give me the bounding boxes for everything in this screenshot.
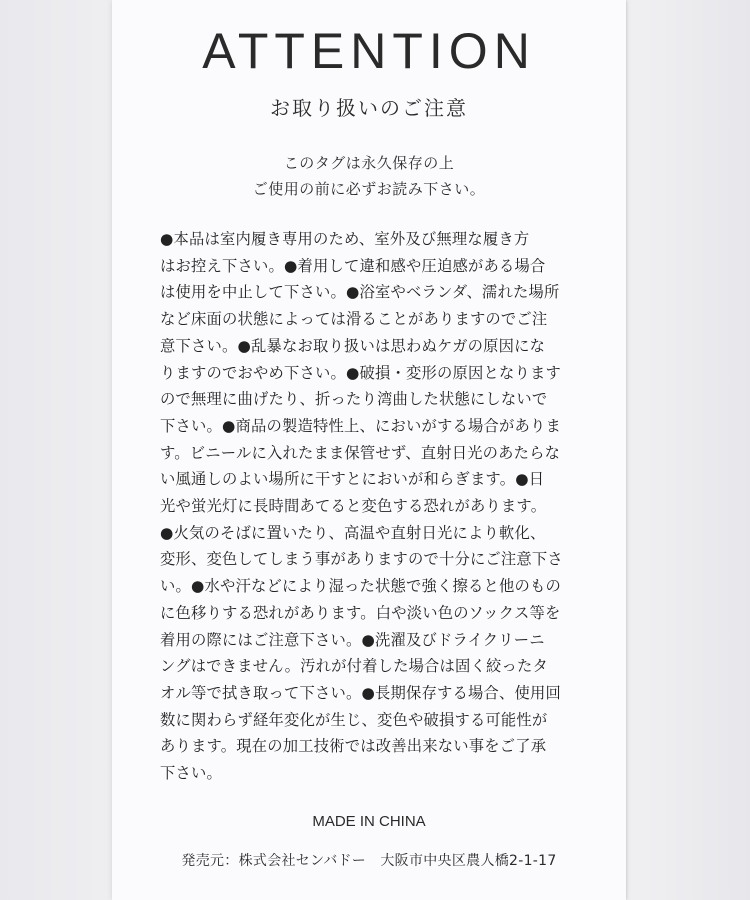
instruction-line: ングはできません。汚れが付着した場合は固く絞ったタ bbox=[160, 657, 549, 676]
instruction-line: ●火気のそばに置いたり、高温や直射日光により軟化、 bbox=[160, 523, 546, 542]
attention-tag bbox=[112, 0, 626, 900]
instruction-line: 光や蛍光灯に長時間あてると変色する恐れがあります。 bbox=[160, 497, 547, 516]
instruction-line: 下さい。●商品の製造特性上、においがする場合がありま bbox=[160, 416, 561, 435]
instruction-line: ので無理に曲げたり、折ったり湾曲した状態にしないで bbox=[160, 390, 548, 409]
instruction-line: す。ビニールに入れたまま保管せず、直射日光のあたらな bbox=[160, 443, 561, 462]
tag-subtitle: お取り扱いのご注意 bbox=[270, 96, 468, 120]
instruction-line: に色移りする恐れがあります。白や淡い色のソックス等を bbox=[160, 603, 561, 622]
intro-line: このタグは永久保存の上 bbox=[283, 154, 455, 172]
instruction-line: など床面の状態によっては滑ることがありますのでご注 bbox=[160, 310, 548, 329]
instruction-line: あります。現在の加工技術では改善出来ない事をご了承 bbox=[160, 737, 547, 756]
instruction-line: ●本品は室内履き専用のため、室外及び無理な履き方 bbox=[160, 230, 530, 248]
country-of-origin: MADE IN CHINA bbox=[312, 813, 426, 830]
instruction-line: 意下さい。●乱暴なお取り扱いは思わぬケガの原因にな bbox=[160, 336, 546, 355]
instruction-line: 着用の際にはご注意下さい。●洗濯及びドライクリーニ bbox=[160, 630, 545, 649]
intro-text bbox=[112, 150, 626, 202]
instruction-line: はお控え下さい。●着用して違和感や圧迫感がある場合 bbox=[160, 256, 546, 275]
seller-info: 発売元：株式会社センバドー 大阪市中央区農人橋2-1-17 bbox=[181, 853, 557, 869]
instruction-line: 変形、変色してしまう事がありますので十分にご注意下さ bbox=[160, 550, 563, 569]
instruction-line: 数に関わらず経年変化が生じ、変色や破損する可能性が bbox=[160, 710, 548, 729]
tag-title: ATTENTION bbox=[202, 23, 536, 79]
instruction-line: 下さい。 bbox=[160, 764, 222, 783]
intro-line: ご使用の前に必ずお読み下さい。 bbox=[252, 180, 486, 198]
instruction-line: オル等で拭き取って下さい。●長期保存する場合、使用回 bbox=[160, 683, 561, 702]
care-instructions bbox=[160, 226, 590, 787]
instruction-line: りますのでおやめ下さい。●破損・変形の原因となります bbox=[160, 363, 561, 382]
instruction-line: は使用を中止して下さい。●浴室やベランダ、濡れた場所 bbox=[160, 283, 560, 302]
instruction-line: い風通しのよい場所に干すとにおいが和らぎます。●日 bbox=[160, 470, 545, 489]
instruction-line: い。●水や汗などにより湿った状態で強く擦ると他のもの bbox=[160, 577, 561, 596]
